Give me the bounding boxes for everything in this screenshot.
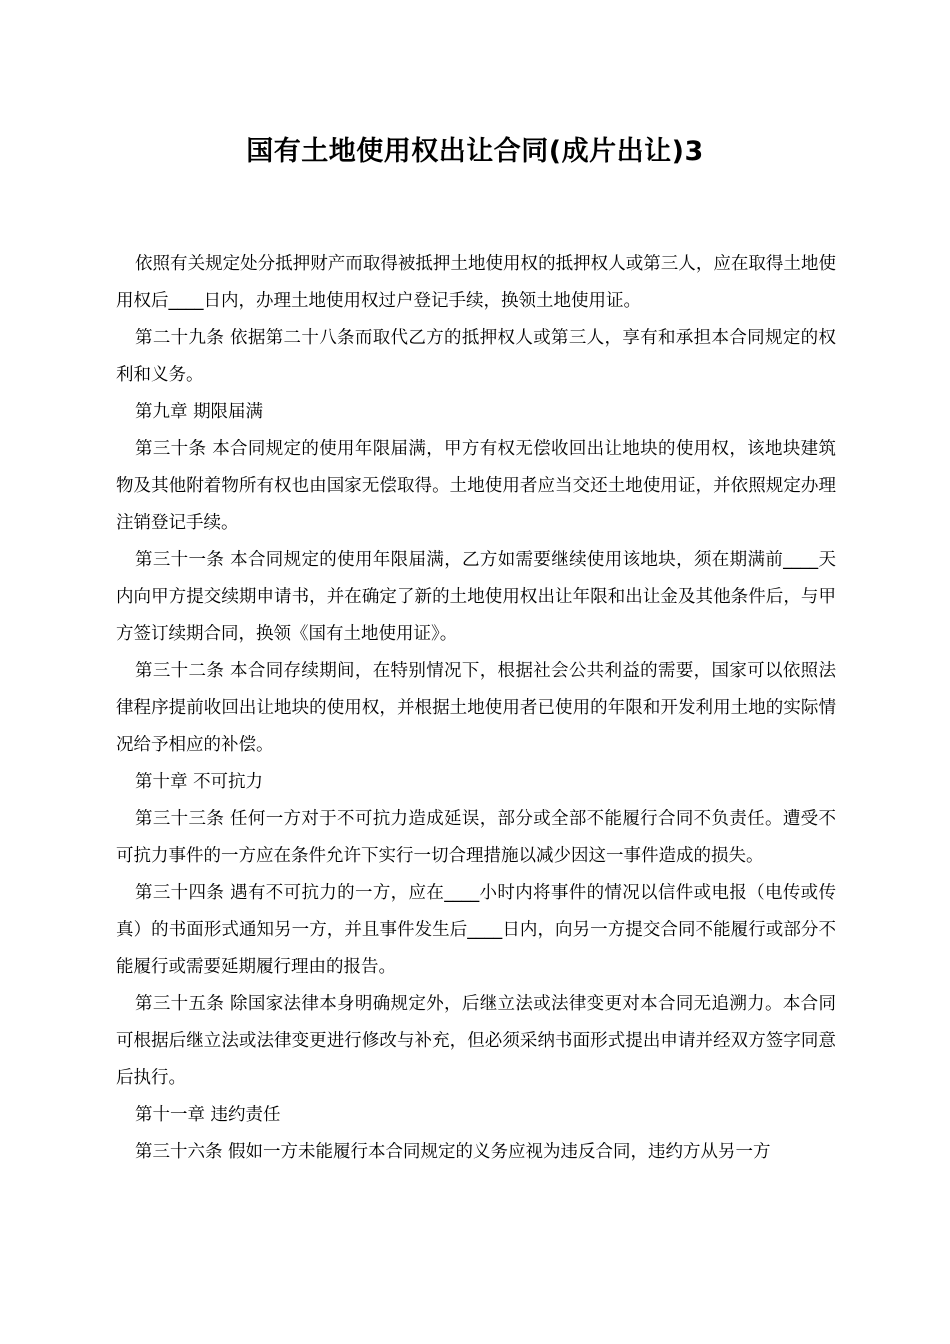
chapter-10-heading: 第十章 不可抗力 [135, 772, 264, 792]
paragraph-mortgage-transfer: 依照有关规定处分抵押财产而取得被抵押土地使用权的抵押权人或第三人，应在取得土地使用权后____日内，办理土地使用权过户登记手续，换领土地使用证。 [116, 254, 836, 311]
paragraph-article-36: 第三十六条 假如一方未能履行本合同规定的义务应视为违反合同，违约方从另一方 [135, 1142, 771, 1162]
paragraph-article-29: 第二十九条 依据第二十八条而取代乙方的抵押权人或第三人，享有和承担本合同规定的权利和义务。 [116, 328, 836, 385]
chapter-11-heading: 第十一章 违约责任 [135, 1105, 281, 1125]
document-body [116, 246, 836, 1171]
paragraph-article-35: 第三十五条 除国家法律本身明确规定外，后继立法或法律变更对本合同无追溯力。本合同可根据后继立法或法律变更进行修改与补充，但必须采纳书面形式提出申请并经双方签字同意后执行。 [116, 994, 836, 1088]
paragraph-article-30: 第三十条 本合同规定的使用年限届满，甲方有权无偿收回出让地块的使用权，该地块建筑物及其他附着物所有权也由国家无偿取得。土地使用者应当交还土地使用证，并依照规定办理注销登记手续。 [116, 439, 836, 533]
document-title: 国有土地使用权出让合同(成片出让)3 [246, 136, 704, 167]
paragraph-article-32: 第三十二条 本合同存续期间，在特别情况下，根据社会公共利益的需要，国家可以依照法律程序提前收回出让地块的使用权，并根据土地使用者已使用的年限和开发利用土地的实际情况给予相应的补偿。 [116, 661, 836, 755]
chapter-9-heading: 第九章 期限届满 [135, 402, 264, 422]
paragraph-article-33: 第三十三条 任何一方对于不可抗力造成延误，部分或全部不能履行合同不负责任。遭受不可抗力事件的一方应在条件允许下实行一切合理措施以减少因这一事件造成的损失。 [116, 809, 836, 866]
paragraph-article-31: 第三十一条 本合同规定的使用年限届满，乙方如需要继续使用该地块，须在期满前____天内向甲方提交续期申请书，并在确定了新的土地使用权出让年限和出让金及其他条件后，与甲方签订续期合同，换领《国有土地使用证》。 [116, 550, 836, 644]
paragraph-article-34: 第三十四条 遇有不可抗力的一方，应在____小时内将事件的情况以信件或电报（电传或传真）的书面形式通知另一方，并且事件发生后____日内，向另一方提交合同不能履行或部分不能履行或需要延期履行理由的报告。 [116, 883, 836, 977]
